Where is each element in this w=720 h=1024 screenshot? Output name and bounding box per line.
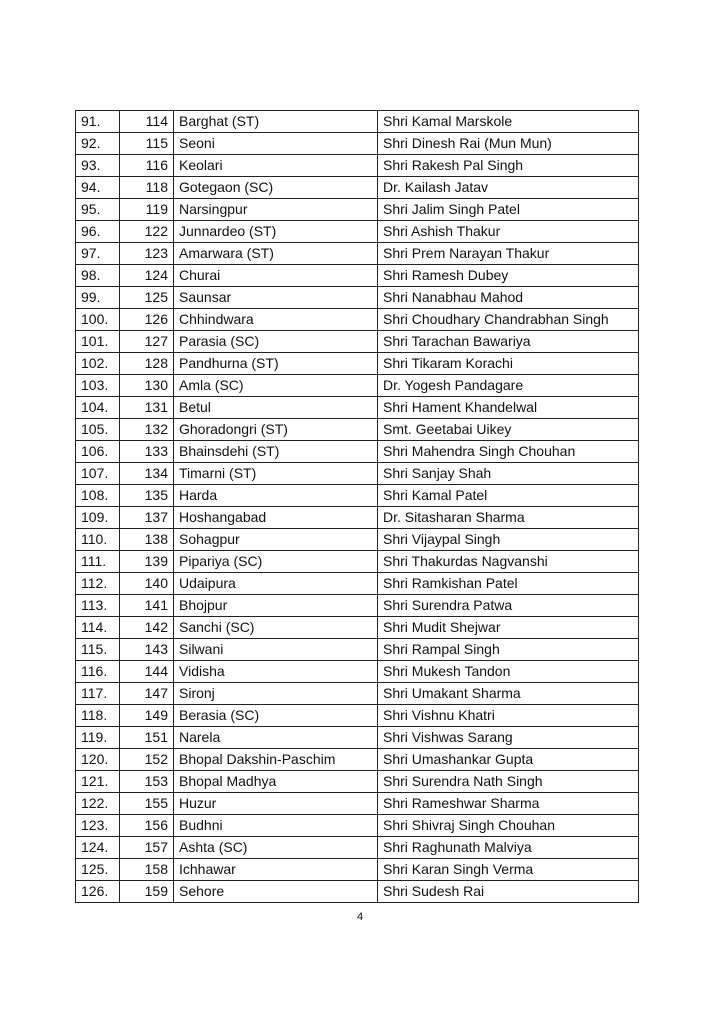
- constituency-cell: Budhni: [174, 815, 378, 837]
- constituency-cell: Pipariya (SC): [174, 551, 378, 573]
- constituency-cell: Gotegaon (SC): [174, 177, 378, 199]
- constituency-cell: Sanchi (SC): [174, 617, 378, 639]
- ac-number-cell: 124: [120, 265, 174, 287]
- serial-number-cell: 112.: [76, 573, 120, 595]
- serial-number-cell: 96.: [76, 221, 120, 243]
- constituency-cell: Churai: [174, 265, 378, 287]
- serial-number-cell: 94.: [76, 177, 120, 199]
- ac-number-cell: 127: [120, 331, 174, 353]
- ac-number-cell: 114: [120, 111, 174, 133]
- candidate-cell: Shri Surendra Patwa: [378, 595, 639, 617]
- ac-number-cell: 155: [120, 793, 174, 815]
- candidate-cell: Shri Vishwas Sarang: [378, 727, 639, 749]
- candidate-cell: Shri Mahendra Singh Chouhan: [378, 441, 639, 463]
- serial-number-cell: 122.: [76, 793, 120, 815]
- candidate-cell: Shri Rakesh Pal Singh: [378, 155, 639, 177]
- ac-number-cell: 130: [120, 375, 174, 397]
- page-number: 4: [356, 911, 364, 923]
- table-row: [76, 683, 639, 705]
- table-row: [76, 881, 639, 903]
- candidate-cell: Dr. Sitasharan Sharma: [378, 507, 639, 529]
- constituency-cell: Bhopal Madhya: [174, 771, 378, 793]
- constituency-cell: Seoni: [174, 133, 378, 155]
- table-row: [76, 199, 639, 221]
- ac-number-cell: 152: [120, 749, 174, 771]
- table-row: [76, 485, 639, 507]
- constituency-cell: Pandhurna (ST): [174, 353, 378, 375]
- constituency-cell: Bhojpur: [174, 595, 378, 617]
- serial-number-cell: 91.: [76, 111, 120, 133]
- table-row: [76, 221, 639, 243]
- serial-number-cell: 95.: [76, 199, 120, 221]
- serial-number-cell: 124.: [76, 837, 120, 859]
- serial-number-cell: 126.: [76, 881, 120, 903]
- candidate-cell: Shri Raghunath Malviya: [378, 837, 639, 859]
- constituency-cell: Udaipura: [174, 573, 378, 595]
- constituency-cell: Harda: [174, 485, 378, 507]
- candidate-cell: Shri Kamal Marskole: [378, 111, 639, 133]
- serial-number-cell: 113.: [76, 595, 120, 617]
- table-row: [76, 529, 639, 551]
- ac-number-cell: 141: [120, 595, 174, 617]
- table-row: [76, 243, 639, 265]
- constituency-cell: Vidisha: [174, 661, 378, 683]
- candidate-cell: Shri Ramkishan Patel: [378, 573, 639, 595]
- table-row: [76, 397, 639, 419]
- serial-number-cell: 105.: [76, 419, 120, 441]
- constituency-cell: Hoshangabad: [174, 507, 378, 529]
- ac-number-cell: 158: [120, 859, 174, 881]
- constituency-cell: Junnardeo (ST): [174, 221, 378, 243]
- serial-number-cell: 115.: [76, 639, 120, 661]
- table-row: [76, 177, 639, 199]
- table-row: [76, 287, 639, 309]
- constituency-cell: Bhopal Dakshin-Paschim: [174, 749, 378, 771]
- serial-number-cell: 98.: [76, 265, 120, 287]
- serial-number-cell: 125.: [76, 859, 120, 881]
- candidate-cell: Shri Umashankar Gupta: [378, 749, 639, 771]
- constituency-cell: Amla (SC): [174, 375, 378, 397]
- ac-number-cell: 151: [120, 727, 174, 749]
- ac-number-cell: 143: [120, 639, 174, 661]
- candidate-cell: Shri Karan Singh Verma: [378, 859, 639, 881]
- ac-number-cell: 118: [120, 177, 174, 199]
- table-row: [76, 727, 639, 749]
- serial-number-cell: 103.: [76, 375, 120, 397]
- table-row: [76, 419, 639, 441]
- constituency-cell: Amarwara (ST): [174, 243, 378, 265]
- constituency-cell: Narsingpur: [174, 199, 378, 221]
- candidate-cell: Shri Shivraj Singh Chouhan: [378, 815, 639, 837]
- candidate-cell: Shri Kamal Patel: [378, 485, 639, 507]
- candidate-cell: Shri Tarachan Bawariya: [378, 331, 639, 353]
- candidate-cell: Shri Rameshwar Sharma: [378, 793, 639, 815]
- ac-number-cell: 128: [120, 353, 174, 375]
- ac-number-cell: 119: [120, 199, 174, 221]
- serial-number-cell: 111.: [76, 551, 120, 573]
- candidate-cell: Shri Tikaram Korachi: [378, 353, 639, 375]
- constituency-cell: Keolari: [174, 155, 378, 177]
- candidate-cell: Shri Sanjay Shah: [378, 463, 639, 485]
- table-row: [76, 331, 639, 353]
- candidate-cell: Dr. Kailash Jatav: [378, 177, 639, 199]
- table-row: [76, 661, 639, 683]
- serial-number-cell: 117.: [76, 683, 120, 705]
- serial-number-cell: 123.: [76, 815, 120, 837]
- table-row: [76, 111, 639, 133]
- table-row: [76, 441, 639, 463]
- table-row: [76, 155, 639, 177]
- table-row: [76, 353, 639, 375]
- table-row: [76, 551, 639, 573]
- table-row: [76, 309, 639, 331]
- ac-number-cell: 153: [120, 771, 174, 793]
- constituency-cell: Sehore: [174, 881, 378, 903]
- serial-number-cell: 119.: [76, 727, 120, 749]
- serial-number-cell: 102.: [76, 353, 120, 375]
- candidate-cell: Shri Sudesh Rai: [378, 881, 639, 903]
- constituency-cell: Huzur: [174, 793, 378, 815]
- ac-number-cell: 133: [120, 441, 174, 463]
- candidate-cell: Shri Ashish Thakur: [378, 221, 639, 243]
- constituency-cell: Chhindwara: [174, 309, 378, 331]
- candidate-cell: Shri Mudit Shejwar: [378, 617, 639, 639]
- ac-number-cell: 159: [120, 881, 174, 903]
- constituency-cell: Bhainsdehi (ST): [174, 441, 378, 463]
- ac-number-cell: 138: [120, 529, 174, 551]
- table-row: [76, 265, 639, 287]
- candidate-cell: Shri Hament Khandelwal: [378, 397, 639, 419]
- table-row: [76, 793, 639, 815]
- ac-number-cell: 122: [120, 221, 174, 243]
- constituency-cell: Saunsar: [174, 287, 378, 309]
- candidate-cell: Shri Surendra Nath Singh: [378, 771, 639, 793]
- ac-number-cell: 149: [120, 705, 174, 727]
- candidate-cell: Shri Nanabhau Mahod: [378, 287, 639, 309]
- candidate-cell: Shri Vijaypal Singh: [378, 529, 639, 551]
- ac-number-cell: 135: [120, 485, 174, 507]
- candidate-table: [75, 110, 639, 903]
- constituency-cell: Ashta (SC): [174, 837, 378, 859]
- table-row: [76, 705, 639, 727]
- constituency-cell: Sohagpur: [174, 529, 378, 551]
- ac-number-cell: 131: [120, 397, 174, 419]
- ac-number-cell: 157: [120, 837, 174, 859]
- serial-number-cell: 118.: [76, 705, 120, 727]
- table-row: [76, 595, 639, 617]
- candidate-cell: Shri Dinesh Rai (Mun Mun): [378, 133, 639, 155]
- constituency-cell: Barghat (ST): [174, 111, 378, 133]
- table-row: [76, 771, 639, 793]
- table-row: [76, 133, 639, 155]
- ac-number-cell: 156: [120, 815, 174, 837]
- ac-number-cell: 125: [120, 287, 174, 309]
- ac-number-cell: 126: [120, 309, 174, 331]
- ac-number-cell: 142: [120, 617, 174, 639]
- constituency-cell: Silwani: [174, 639, 378, 661]
- serial-number-cell: 104.: [76, 397, 120, 419]
- candidate-cell: Shri Umakant Sharma: [378, 683, 639, 705]
- table-row: [76, 507, 639, 529]
- constituency-cell: Ghoradongri (ST): [174, 419, 378, 441]
- candidate-cell: Shri Rampal Singh: [378, 639, 639, 661]
- serial-number-cell: 92.: [76, 133, 120, 155]
- candidate-cell: Shri Thakurdas Nagvanshi: [378, 551, 639, 573]
- table-row: [76, 573, 639, 595]
- candidate-cell: Shri Prem Narayan Thakur: [378, 243, 639, 265]
- candidate-cell: Shri Choudhary Chandrabhan Singh: [378, 309, 639, 331]
- ac-number-cell: 132: [120, 419, 174, 441]
- constituency-cell: Timarni (ST): [174, 463, 378, 485]
- serial-number-cell: 97.: [76, 243, 120, 265]
- table-row: [76, 639, 639, 661]
- candidate-cell: Shri Mukesh Tandon: [378, 661, 639, 683]
- constituency-cell: Ichhawar: [174, 859, 378, 881]
- serial-number-cell: 110.: [76, 529, 120, 551]
- serial-number-cell: 109.: [76, 507, 120, 529]
- serial-number-cell: 108.: [76, 485, 120, 507]
- candidate-cell: Smt. Geetabai Uikey: [378, 419, 639, 441]
- ac-number-cell: 123: [120, 243, 174, 265]
- candidate-cell: Shri Vishnu Khatri: [378, 705, 639, 727]
- candidate-cell: Dr. Yogesh Pandagare: [378, 375, 639, 397]
- ac-number-cell: 147: [120, 683, 174, 705]
- serial-number-cell: 93.: [76, 155, 120, 177]
- constituency-cell: Berasia (SC): [174, 705, 378, 727]
- serial-number-cell: 120.: [76, 749, 120, 771]
- serial-number-cell: 101.: [76, 331, 120, 353]
- table-row: [76, 617, 639, 639]
- table-row: [76, 463, 639, 485]
- serial-number-cell: 100.: [76, 309, 120, 331]
- table-row: [76, 859, 639, 881]
- constituency-cell: Parasia (SC): [174, 331, 378, 353]
- serial-number-cell: 116.: [76, 661, 120, 683]
- ac-number-cell: 134: [120, 463, 174, 485]
- constituency-cell: Betul: [174, 397, 378, 419]
- table-row: [76, 815, 639, 837]
- candidate-cell: Shri Ramesh Dubey: [378, 265, 639, 287]
- serial-number-cell: 99.: [76, 287, 120, 309]
- table-row: [76, 375, 639, 397]
- serial-number-cell: 121.: [76, 771, 120, 793]
- ac-number-cell: 115: [120, 133, 174, 155]
- ac-number-cell: 140: [120, 573, 174, 595]
- candidate-table-body: [76, 111, 639, 903]
- candidate-cell: Shri Jalim Singh Patel: [378, 199, 639, 221]
- constituency-cell: Sironj: [174, 683, 378, 705]
- serial-number-cell: 106.: [76, 441, 120, 463]
- ac-number-cell: 144: [120, 661, 174, 683]
- ac-number-cell: 139: [120, 551, 174, 573]
- table-row: [76, 837, 639, 859]
- serial-number-cell: 107.: [76, 463, 120, 485]
- ac-number-cell: 116: [120, 155, 174, 177]
- ac-number-cell: 137: [120, 507, 174, 529]
- table-row: [76, 749, 639, 771]
- serial-number-cell: 114.: [76, 617, 120, 639]
- constituency-cell: Narela: [174, 727, 378, 749]
